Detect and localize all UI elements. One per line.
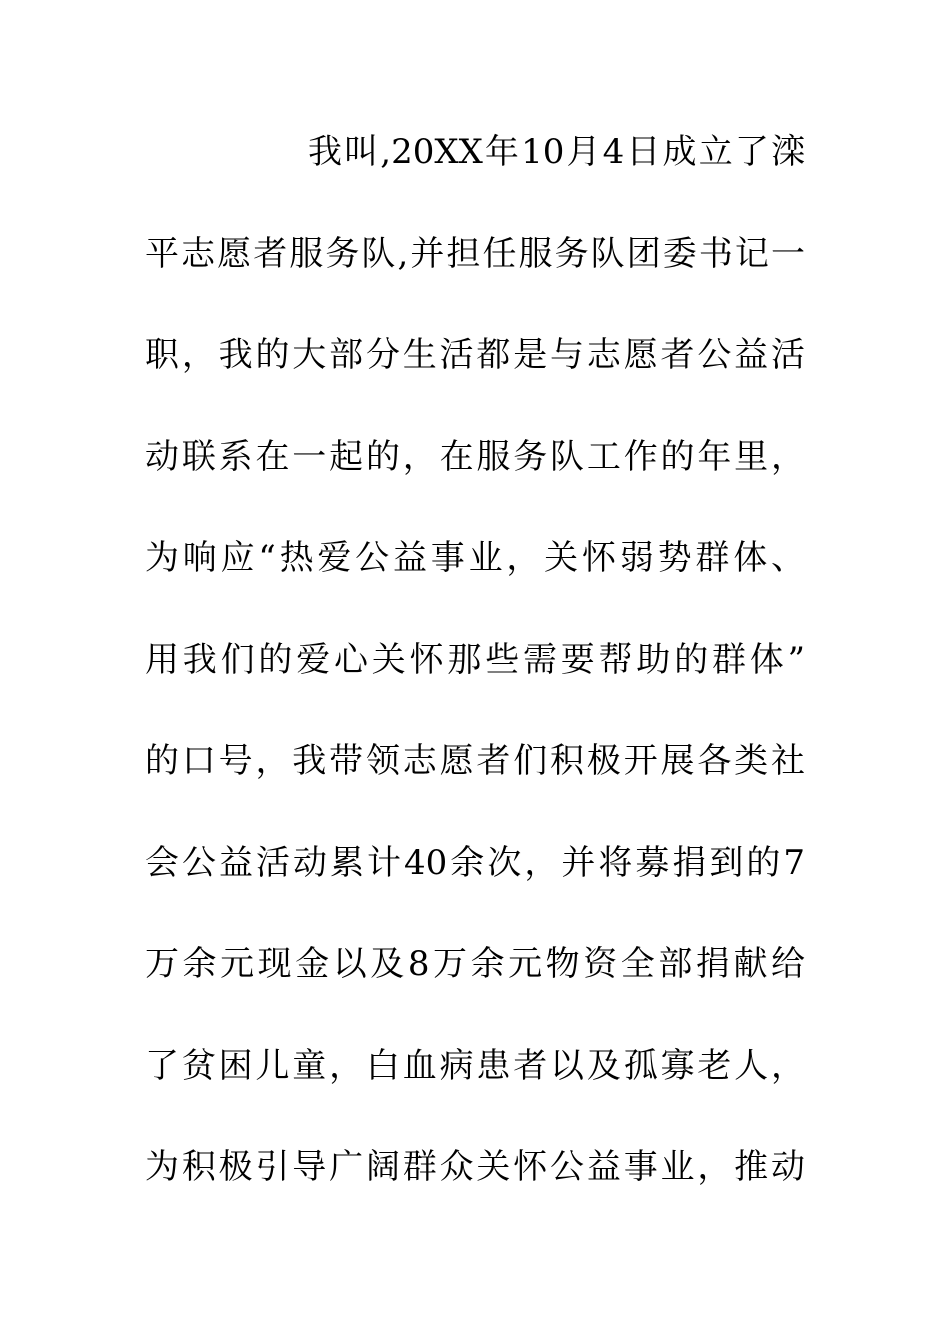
text-line: 平志愿者服务队,并担任服务队团委书记一 — [145, 233, 805, 274]
body-paragraph — [145, 122, 805, 1239]
text-line: 为响应“热爱公益事业，关怀弱势群体、 — [145, 538, 805, 578]
text-line: 了贫困儿童，白血病患者以及孤寡老人， — [145, 1045, 805, 1086]
text-line: 动联系在一起的，在服务队工作的年里， — [145, 436, 805, 477]
text-line: 的口号，我带领志愿者们积极开展各类社 — [145, 741, 805, 781]
text-line: 我叫,20XX年10月4日成立了滦 — [308, 132, 805, 172]
text-line: 万余元现金以及8万余元物资全部捐献给 — [145, 944, 805, 984]
text-line: 会公益活动累计40余次，并将募捐到的7 — [145, 842, 805, 883]
text-line: 为积极引导广阔群众关怀公益事业，推动 — [145, 1147, 805, 1187]
text-line: 职，我的大部分生活都是与志愿者公益活 — [145, 335, 805, 375]
text-line: 用我们的爱心关怀那些需要帮助的群体” — [145, 639, 805, 680]
